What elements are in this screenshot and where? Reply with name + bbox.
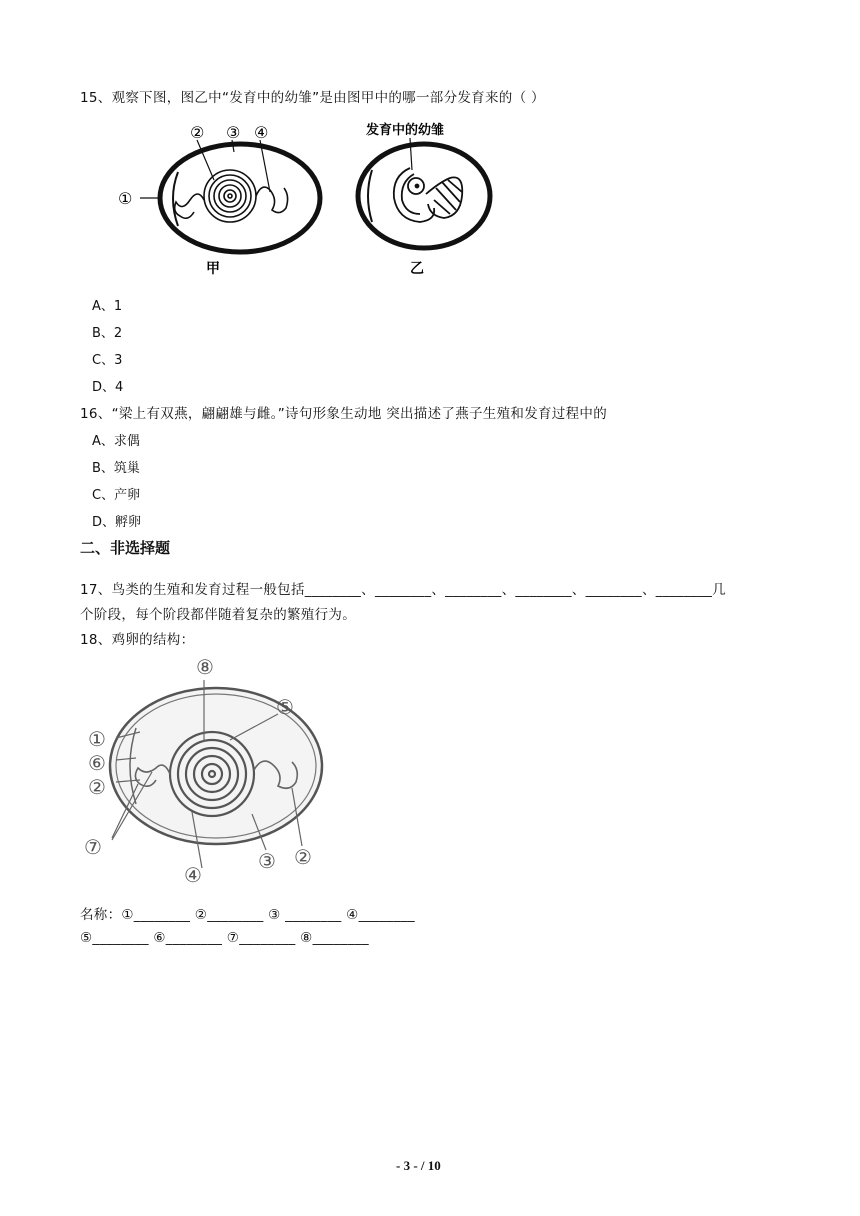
q16-option-b[interactable]: B、筑巢 <box>92 461 140 476</box>
egg-yi <box>358 122 490 277</box>
q15-stem: 15、观察下图，图乙中“发育中的幼雏”是由图甲中的哪一部分发育来的（ ） <box>80 90 545 106</box>
jia-caption: 甲 <box>206 261 220 277</box>
egg-label-8: ⑧ <box>196 655 214 679</box>
q15-figure <box>110 116 520 282</box>
egg-label-4: ④ <box>184 863 202 887</box>
yi-caption: 乙 <box>410 261 424 277</box>
q16-option-c[interactable]: C、产卵 <box>92 488 141 503</box>
egg-label-3: ③ <box>258 849 276 873</box>
q18-egg-figure <box>80 652 330 888</box>
q18-names-line1: 名称：①________ ②________ ③ ________ ④________ <box>80 907 415 923</box>
yi-chick-label: 发育中的幼雏 <box>366 123 445 138</box>
q15-option-b[interactable]: B、2 <box>92 326 123 341</box>
jia-label-4: ④ <box>254 123 269 142</box>
jia-label-2: ② <box>190 123 205 142</box>
q17-line2: 个阶段，每个阶段都伴随着复杂的繁殖行为。 <box>80 607 356 623</box>
jia-label-3: ③ <box>226 123 241 142</box>
egg-label-2-left: ② <box>88 775 106 799</box>
q16-option-a[interactable]: A、求偶 <box>92 434 140 449</box>
page-number: - 3 - / 10 <box>396 1158 441 1173</box>
jia-label-1: ① <box>118 189 133 208</box>
egg-label-6: ⑥ <box>88 751 106 775</box>
q16-option-d[interactable]: D、孵卵 <box>92 515 142 530</box>
q17-line1: 17、鸟类的生殖和发育过程一般包括________、________、________、________、________、________几 <box>80 582 726 598</box>
q16-stem: 16、“梁上有双燕，翩翩雄与雌。”诗句形象生动地 突出描述了燕子生殖和发育过程中的 <box>80 406 608 422</box>
q15-option-c[interactable]: C、3 <box>92 353 123 368</box>
q15-option-d[interactable]: D、4 <box>92 380 124 395</box>
egg-label-7: ⑦ <box>84 835 102 859</box>
egg-label-2-right: ② <box>294 845 312 869</box>
q18-names-line2: ⑤________ ⑥________ ⑦________ ⑧________ <box>80 930 369 946</box>
egg-jia <box>118 123 320 277</box>
q15-option-a[interactable]: A、1 <box>92 299 123 314</box>
egg-label-5: ⑤ <box>276 695 294 719</box>
egg-label-1: ① <box>88 727 106 751</box>
q18-stem: 18、鸡卵的结构： <box>80 632 195 648</box>
section-heading: 二、非选择题 <box>80 539 171 557</box>
